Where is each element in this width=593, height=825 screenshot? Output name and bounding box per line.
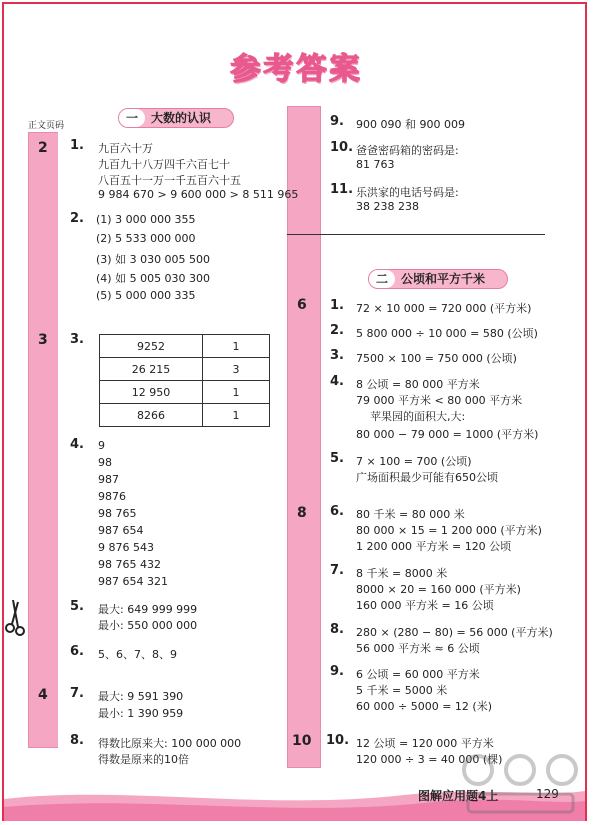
section-number: 二 (369, 270, 395, 288)
question-number: 9. (330, 114, 344, 129)
answer-line: 9 984 670 > 9 600 000 > 8 511 965 (98, 188, 299, 201)
table-cell: 3 (203, 358, 270, 381)
answer-line: 九百九十八万四千六百七十 (98, 158, 230, 171)
question-number: 8. (330, 622, 344, 637)
answer-line: 最小: 550 000 000 (98, 619, 198, 632)
answer-line: 9 (98, 439, 105, 452)
answer-line: 最大: 9 591 390 (98, 690, 184, 703)
answer-line: (5) 5 000 000 335 (96, 289, 196, 302)
question-number: 8. (70, 733, 84, 748)
table-cell: 1 (203, 335, 270, 358)
answer-line: 80 000 × 15 = 1 200 000 (平方米) (356, 524, 542, 537)
right-page-strip (287, 106, 321, 768)
table-cell: 26 215 (100, 358, 203, 381)
answer-line: 60 000 ÷ 5000 = 12 (米) (356, 700, 492, 713)
table-cell: 1 (203, 404, 270, 427)
answer-line: 得数是原来的10倍 (98, 753, 189, 766)
answer-line: 120 000 ÷ 3 = 40 000 (棵) (356, 753, 503, 766)
question-number: 3. (330, 348, 344, 363)
answer-line: 900 090 和 900 009 (356, 118, 465, 131)
question-number: 6. (330, 504, 344, 519)
answer-line: 987 654 321 (98, 575, 168, 588)
page-number: 2 (38, 140, 48, 156)
answer-line: 最小: 1 390 959 (98, 707, 184, 720)
answer-line: (4) 如 5 005 030 300 (96, 272, 211, 285)
question-number: 9. (330, 664, 344, 679)
page-number: 3 (38, 332, 48, 348)
answer-line: 98 765 432 (98, 558, 161, 571)
answer-table (99, 334, 270, 427)
question-number: 10. (326, 733, 350, 748)
answer-line: 8 千米 = 8000 米 (356, 567, 448, 580)
answer-line: 1 200 000 平方米 = 120 公顷 (356, 540, 512, 553)
answer-line: 6 公顷 = 60 000 平方米 (356, 668, 480, 681)
page-column-label: 正文页码 (28, 121, 65, 131)
answer-line: 987 (98, 473, 119, 486)
question-number: 7. (70, 686, 84, 701)
answer-line: 广场面积最少可能有650公顷 (356, 471, 498, 484)
page-number: 8 (297, 505, 307, 521)
answer-line: 5 千米 = 5000 米 (356, 684, 448, 697)
question-number: 7. (330, 563, 344, 578)
question-number: 2. (70, 211, 84, 226)
left-page-strip (28, 132, 62, 748)
answer-line: 98 (98, 456, 112, 469)
question-number: 5. (70, 599, 84, 614)
scissors-icon (4, 598, 26, 638)
answer-line: 最大: 649 999 999 (98, 603, 198, 616)
footer-page-number: 129 (536, 787, 559, 801)
question-number: 1. (330, 298, 344, 313)
question-number: 4. (70, 437, 84, 452)
question-number: 3. (70, 332, 84, 347)
answer-line: 7500 × 100 = 750 000 (公顷) (356, 352, 517, 365)
answer-line: 爸爸密码箱的密码是: (356, 144, 459, 157)
answer-line: 38 238 238 (356, 200, 419, 213)
table-cell: 8266 (100, 404, 203, 427)
answer-line: (1) 3 000 000 355 (96, 213, 196, 226)
answer-line: 79 000 平方米 < 80 000 平方米 (356, 394, 523, 407)
answer-line: 九百六十万 (98, 142, 153, 155)
answer-line: 56 000 平方米 ≈ 6 公顷 (356, 642, 480, 655)
table-cell: 9252 (100, 335, 203, 358)
answer-line: 12 公顷 = 120 000 平方米 (356, 737, 494, 750)
left-strip-inner (58, 132, 62, 748)
page-number: 10 (292, 733, 312, 749)
answer-line: 7 × 100 = 700 (公顷) (356, 455, 472, 468)
watermark-logo (458, 750, 583, 820)
column-divider (287, 234, 545, 235)
answer-line: 8 公顷 = 80 000 平方米 (356, 378, 480, 391)
answer-line: 987 654 (98, 524, 144, 537)
table-cell: 1 (203, 381, 270, 404)
answer-line: (3) 如 3 030 005 500 (96, 253, 211, 266)
question-number: 6. (70, 644, 84, 659)
answer-line: 8000 × 20 = 160 000 (平方米) (356, 583, 521, 596)
question-number: 5. (330, 451, 344, 466)
question-number: 4. (330, 374, 344, 389)
answer-line: 81 763 (356, 158, 395, 171)
table-cell: 12 950 (100, 381, 203, 404)
answer-line: 72 × 10 000 = 720 000 (平方米) (356, 302, 532, 315)
table-row (100, 404, 270, 427)
answer-line: 乐洪家的电话号码是: (356, 186, 459, 199)
question-number: 1. (70, 138, 84, 153)
answer-line: 80 千米 = 80 000 米 (356, 508, 465, 521)
answer-line: (2) 5 533 000 000 (96, 232, 196, 245)
table-row (100, 381, 270, 404)
section-label: 公顷和平方千米 (401, 272, 486, 286)
table-row (100, 358, 270, 381)
answer-line: 9876 (98, 490, 126, 503)
page-number: 4 (38, 687, 48, 703)
page-title: 参考答案 (230, 52, 363, 87)
answer-line: 苹果园的面积大,大: (370, 410, 466, 423)
question-number: 11. (330, 182, 354, 197)
question-number: 10. (330, 140, 354, 155)
answer-line: 160 000 平方米 = 16 公顷 (356, 599, 494, 612)
answer-line: 80 000 − 79 000 = 1000 (平方米) (356, 428, 539, 441)
answer-line: 5 800 000 ÷ 10 000 = 580 (公顷) (356, 327, 538, 340)
section-header-2 (368, 269, 508, 289)
section-number: 一 (119, 109, 145, 127)
section-label: 大数的认识 (151, 111, 212, 125)
question-number: 2. (330, 323, 344, 338)
section-header-1 (118, 108, 234, 128)
answer-line: 八百五十一万一千五百六十五 (98, 174, 241, 187)
answer-line: 9 876 543 (98, 541, 154, 554)
page-number: 6 (297, 297, 307, 313)
answer-line: 5、6、7、8、9 (98, 648, 177, 661)
answer-line: 280 × (280 − 80) = 56 000 (平方米) (356, 626, 553, 639)
answer-line: 得数比原来大: 100 000 000 (98, 737, 242, 750)
footer-book-title: 图解应用题4上 (418, 789, 499, 803)
answer-line: 98 765 (98, 507, 137, 520)
table-row (100, 335, 270, 358)
